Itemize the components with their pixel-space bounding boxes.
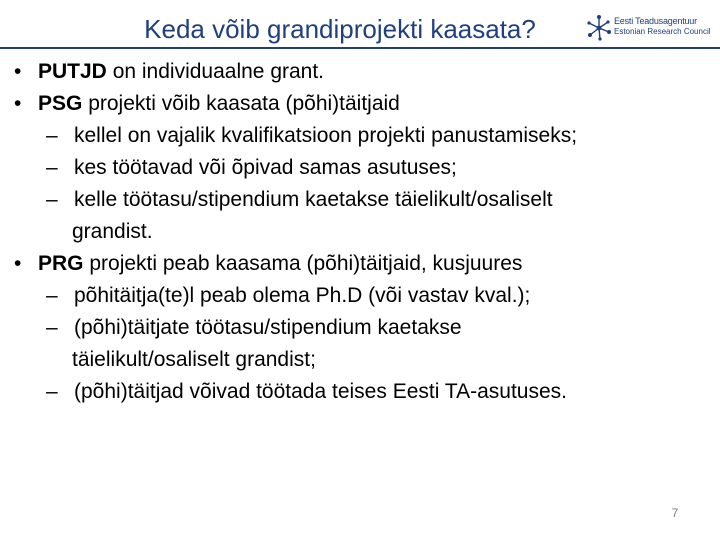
- sub-bullet-text: põhitäitja(te)l peab olema Ph.D (või vastav kval.);: [74, 284, 531, 307]
- sub-bullet-text: (põhi)täitjad võivad töötada teises Eesti TA-asutuses.: [74, 380, 567, 403]
- title-rule: [0, 47, 720, 49]
- sub-bullet-text: täielikult/osaliselt grandist;: [72, 348, 316, 371]
- logo-name: Eesti Teadusagentuur: [614, 16, 697, 26]
- sub-bullet-text: kelle töötasu/stipendium kaetakse täielikult/osaliselt: [74, 188, 553, 211]
- bullet-text: projekti peab kaasama (põhi)täitjaid, kusjuures: [83, 252, 523, 275]
- sub-bullet-continuation: [0, 344, 720, 376]
- slide-title: Keda võib grandiprojekti kaasata?: [144, 14, 536, 44]
- sub-bullet-marker: –: [46, 380, 58, 403]
- page-number: 7: [671, 506, 679, 520]
- bullet-term: PSG: [38, 92, 83, 115]
- sub-bullet-item: [0, 152, 720, 184]
- sub-bullet-marker: –: [46, 156, 58, 179]
- sub-bullet-marker: –: [46, 124, 58, 147]
- bullet-term: PRG: [38, 252, 84, 275]
- sub-bullet-marker: –: [46, 188, 58, 211]
- sub-bullet-continuation: [0, 216, 720, 248]
- research-council-logo-mark-icon: [586, 14, 612, 42]
- bullet-marker: •: [14, 92, 22, 115]
- bullet-item: [0, 56, 720, 88]
- sub-bullet-item: [0, 120, 720, 152]
- bullet-marker: •: [14, 252, 22, 275]
- bullet-item: [0, 88, 720, 120]
- sub-bullet-text: grandist.: [72, 220, 153, 243]
- sub-bullet-item: [0, 376, 720, 408]
- sub-bullet-text: kes töötavad või õpivad samas asutuses;: [74, 156, 457, 179]
- sub-bullet-marker: –: [46, 284, 58, 307]
- bullet-text: on individuaalne grant.: [106, 60, 325, 83]
- sub-bullet-item: [0, 184, 720, 216]
- bullet-marker: •: [14, 60, 22, 83]
- sub-bullet-item: [0, 280, 720, 312]
- sub-bullet-item: [0, 312, 720, 344]
- sub-bullet-marker: –: [46, 316, 58, 339]
- sub-bullet-text: kellel on vajalik kvalifikatsioon projekti panustamiseks;: [74, 124, 578, 147]
- bullet-text: projekti võib kaasata (põhi)täitjaid: [82, 92, 400, 115]
- bullet-term: PUTJD: [38, 60, 107, 83]
- bullet-item: [0, 248, 720, 280]
- slide-content: [0, 56, 720, 408]
- logo: [586, 14, 712, 42]
- sub-bullet-text: (põhi)täitjate töötasu/stipendium kaetakse: [74, 316, 462, 339]
- logo-name-en: Estonian Research Council: [614, 27, 711, 36]
